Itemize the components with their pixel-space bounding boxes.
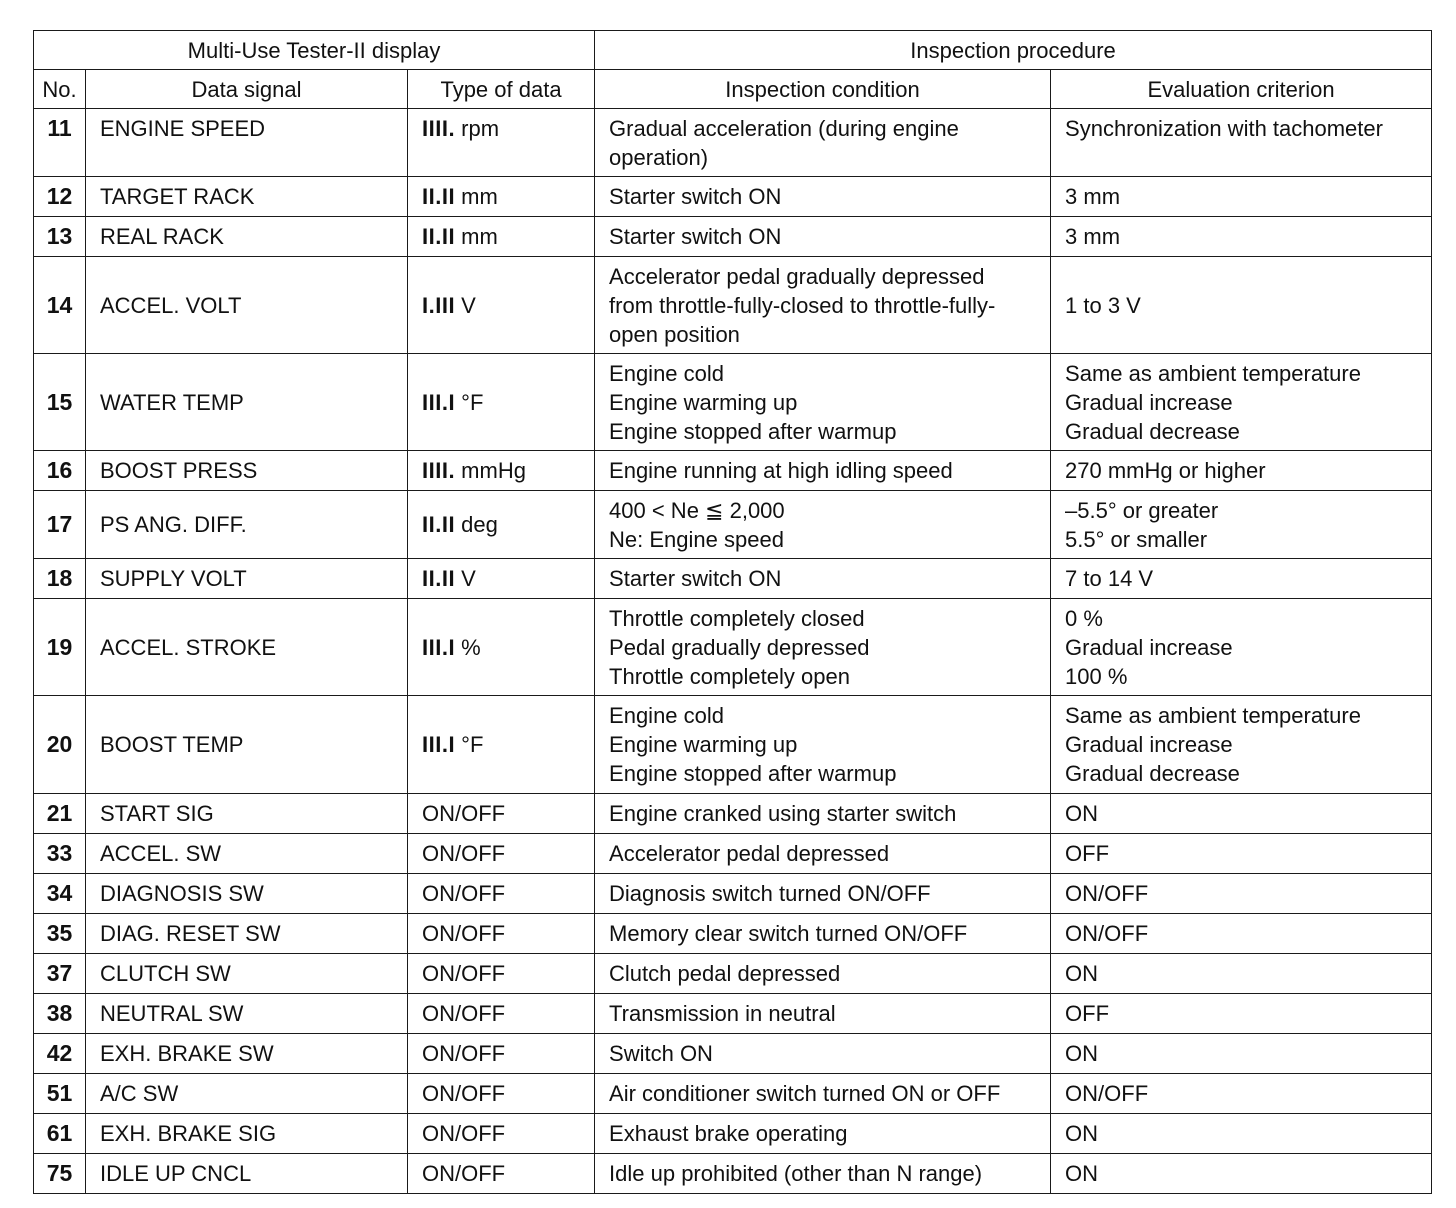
data-type-unit: ON/OFF [422,921,506,946]
group-header-inspection: Inspection procedure [595,31,1432,70]
inspection-condition-line: Engine cranked using starter switch [609,801,957,826]
inspection-condition-line: Idle up prohibited (other than N range) [609,1161,983,1186]
data-type-digit-mask: III.I [422,634,456,660]
evaluation-criterion [1051,109,1432,177]
data-type-unit: ON/OFF [422,1121,506,1146]
inspection-condition-line: Exhaust brake operating [609,1121,848,1146]
data-type [408,1114,595,1154]
data-type [408,217,595,257]
data-type [408,954,595,994]
inspection-condition-line: Gradual acceleration (during engine [609,116,959,141]
table-row [34,794,1432,834]
evaluation-criterion-line: 0 % [1065,605,1103,631]
data-type-unit: ON/OFF [422,961,506,986]
table-row [34,109,1432,177]
evaluation-criterion [1051,834,1432,874]
row-number: 61 [34,1114,86,1154]
data-signal-name: SUPPLY VOLT [86,559,408,599]
evaluation-criterion [1051,794,1432,834]
inspection-condition [595,1154,1051,1194]
table-row [34,217,1432,257]
column-header-inspection-condition: Inspection condition [595,70,1051,109]
data-type-digit-mask: II.II [422,224,456,249]
row-number: 12 [34,177,86,217]
data-type [408,451,595,491]
table-group-header-row [34,31,1432,70]
row-number: 17 [34,491,86,559]
evaluation-criterion [1051,491,1432,559]
data-type [408,1154,595,1194]
row-number: 42 [34,1034,86,1074]
evaluation-criterion [1051,1034,1432,1074]
data-type-unit: °F [455,389,484,415]
evaluation-criterion-line: –5.5° or greater [1065,497,1219,523]
inspection-condition-line: Engine cold [609,703,725,728]
data-type-unit: deg [455,512,498,537]
row-number: 19 [34,599,86,696]
evaluation-criterion-line: ON [1065,1041,1099,1066]
data-type [408,794,595,834]
column-header-data-signal: Data signal [86,70,408,109]
evaluation-criterion-line: ON [1065,1121,1099,1146]
inspection-condition [595,1074,1051,1114]
inspection-condition-line: Starter switch ON [609,566,782,591]
data-type [408,994,595,1034]
data-signal-name: IDLE UP CNCL [86,1154,408,1194]
row-number: 18 [34,559,86,599]
data-type-unit: ON/OFF [422,1161,506,1186]
data-signal-name: PS ANG. DIFF. [86,491,408,559]
evaluation-criterion-line: ON [1065,961,1099,986]
data-type [408,1074,595,1114]
row-number: 15 [34,354,86,451]
evaluation-criterion [1051,994,1432,1034]
inspection-condition [595,794,1051,834]
table-row [34,834,1432,874]
evaluation-criterion [1051,914,1432,954]
evaluation-criterion [1051,354,1432,451]
data-type [408,599,595,696]
data-signal-name: CLUTCH SW [86,954,408,994]
row-number: 11 [34,109,86,177]
evaluation-criterion [1051,954,1432,994]
column-header-evaluation-criterion: Evaluation criterion [1051,70,1432,109]
evaluation-criterion-line: ON/OFF [1065,881,1149,906]
data-signal-name: ACCEL. SW [86,834,408,874]
inspection-condition-line: Clutch pedal depressed [609,961,841,986]
evaluation-criterion-line: 3 mm [1065,184,1121,209]
evaluation-criterion-line: ON/OFF [1065,1081,1149,1106]
evaluation-criterion-line: Same as ambient temperature [1065,703,1361,728]
inspection-condition-line: Ne: Engine speed [609,526,784,552]
inspection-condition [595,696,1051,794]
table-row [34,696,1432,794]
data-type [408,696,595,794]
data-signal-name: BOOST TEMP [86,696,408,794]
data-type [408,109,595,177]
inspection-condition [595,109,1051,177]
table-row [34,1034,1432,1074]
data-signal-name: EXH. BRAKE SW [86,1034,408,1074]
data-type [408,1034,595,1074]
inspection-condition-line: Throttle completely open [609,663,850,689]
data-signal-name: ACCEL. VOLT [86,257,408,354]
inspection-condition [595,559,1051,599]
data-monitor-table [33,30,1432,1194]
data-signal-name: ENGINE SPEED [86,109,408,177]
row-number: 75 [34,1154,86,1194]
inspection-condition-line: Engine warming up [609,732,798,757]
table-column-header-row [34,70,1432,109]
inspection-condition [595,914,1051,954]
inspection-condition-line: Pedal gradually depressed [609,634,870,660]
inspection-condition [595,451,1051,491]
inspection-condition-line: from throttle-fully-closed to throttle-fully- [609,292,996,318]
inspection-condition-line: Starter switch ON [609,224,782,249]
inspection-condition-line: Engine cold [609,360,725,386]
evaluation-criterion-line: 270 mmHg or higher [1065,458,1266,483]
inspection-condition-line: 400 < Ne ≦ 2,000 [609,497,785,523]
column-header-type-of-data: Type of data [408,70,595,109]
table-row [34,1114,1432,1154]
inspection-condition [595,257,1051,354]
inspection-condition [595,954,1051,994]
evaluation-criterion-line: 3 mm [1065,224,1121,249]
evaluation-criterion [1051,696,1432,794]
evaluation-criterion-line: Gradual increase [1065,634,1233,660]
row-number: 34 [34,874,86,914]
evaluation-criterion [1051,451,1432,491]
data-type-unit: ON/OFF [422,1041,506,1066]
inspection-condition-line: Air conditioner switch turned ON or OFF [609,1081,1001,1106]
table-row [34,451,1432,491]
evaluation-criterion [1051,1114,1432,1154]
inspection-condition [595,994,1051,1034]
inspection-condition [595,491,1051,559]
data-type [408,834,595,874]
group-header-display: Multi-Use Tester-II display [34,31,595,70]
row-number: 14 [34,257,86,354]
data-signal-name: EXH. BRAKE SIG [86,1114,408,1154]
inspection-condition-line: Diagnosis switch turned ON/OFF [609,881,931,906]
data-type-unit: ON/OFF [422,801,506,826]
evaluation-criterion-line: 1 to 3 V [1065,292,1141,318]
row-number: 38 [34,994,86,1034]
data-type-unit: ON/OFF [422,1081,506,1106]
evaluation-criterion-line: Gradual increase [1065,389,1233,415]
data-type-unit: mm [455,224,498,249]
table-row [34,874,1432,914]
row-number: 21 [34,794,86,834]
inspection-condition-line: Starter switch ON [609,184,782,209]
inspection-condition [595,354,1051,451]
inspection-condition-line: Engine stopped after warmup [609,418,897,444]
evaluation-criterion-line: ON [1065,1161,1099,1186]
row-number: 16 [34,451,86,491]
data-type-digit-mask: II.II [422,184,456,209]
data-type [408,354,595,451]
data-signal-name: BOOST PRESS [86,451,408,491]
data-type-unit: rpm [455,116,500,141]
row-number: 13 [34,217,86,257]
evaluation-criterion [1051,217,1432,257]
data-type-digit-mask: II.II [422,566,456,591]
evaluation-criterion-line: ON [1065,801,1099,826]
evaluation-criterion-line: ON/OFF [1065,921,1149,946]
evaluation-criterion-line: OFF [1065,1001,1110,1026]
inspection-condition-line: Engine warming up [609,389,798,415]
inspection-condition [595,177,1051,217]
data-type-digit-mask: I.III [422,292,456,318]
data-type-digit-mask: IIII. [422,458,456,483]
data-type [408,559,595,599]
inspection-condition-line: Engine running at high idling speed [609,458,953,483]
evaluation-criterion-line: Gradual decrease [1065,761,1240,786]
evaluation-criterion [1051,257,1432,354]
data-signal-name: A/C SW [86,1074,408,1114]
table-row [34,257,1432,354]
inspection-condition-line: Engine stopped after warmup [609,761,897,786]
data-type [408,874,595,914]
inspection-condition-line: open position [609,321,740,347]
data-type-unit: ON/OFF [422,1001,506,1026]
table-row [34,177,1432,217]
data-type-unit: % [455,634,481,660]
inspection-condition-line: Memory clear switch turned ON/OFF [609,921,968,946]
evaluation-criterion [1051,177,1432,217]
evaluation-criterion-line: Same as ambient temperature [1065,360,1361,386]
data-type-unit: V [455,292,476,318]
table-row [34,599,1432,696]
data-type-unit: °F [455,732,484,757]
data-type [408,914,595,954]
evaluation-criterion [1051,1154,1432,1194]
evaluation-criterion [1051,559,1432,599]
data-signal-name: NEUTRAL SW [86,994,408,1034]
data-type-unit: ON/OFF [422,881,506,906]
evaluation-criterion-line: Synchronization with tachometer [1065,116,1383,141]
row-number: 51 [34,1074,86,1114]
table-row [34,1074,1432,1114]
inspection-condition-line: Accelerator pedal depressed [609,841,890,866]
data-signal-name: WATER TEMP [86,354,408,451]
data-type-unit: V [455,566,476,591]
data-type-unit: ON/OFF [422,841,506,866]
inspection-condition [595,1034,1051,1074]
data-signal-name: DIAG. RESET SW [86,914,408,954]
inspection-condition-line: Throttle completely closed [609,605,865,631]
data-type-digit-mask: III.I [422,389,456,415]
table-row [34,491,1432,559]
data-signal-name: ACCEL. STROKE [86,599,408,696]
table-row [34,994,1432,1034]
data-type-unit: mm [455,184,498,209]
evaluation-criterion-line: 100 % [1065,663,1128,689]
inspection-condition [595,874,1051,914]
inspection-condition-line: operation) [609,145,709,170]
column-header-no: No. [34,70,86,109]
data-type-digit-mask: III.I [422,732,456,757]
table-row [34,559,1432,599]
table-row [34,914,1432,954]
data-signal-name: REAL RACK [86,217,408,257]
evaluation-criterion-line: Gradual increase [1065,732,1233,757]
inspection-condition [595,834,1051,874]
evaluation-criterion-line: OFF [1065,841,1110,866]
data-type-digit-mask: IIII. [422,116,456,141]
evaluation-criterion [1051,1074,1432,1114]
evaluation-criterion-line: 5.5° or smaller [1065,526,1208,552]
evaluation-criterion [1051,874,1432,914]
row-number: 35 [34,914,86,954]
row-number: 33 [34,834,86,874]
data-signal-name: START SIG [86,794,408,834]
evaluation-criterion [1051,599,1432,696]
data-type-digit-mask: II.II [422,512,456,537]
inspection-condition [595,217,1051,257]
row-number: 20 [34,696,86,794]
inspection-condition-line: Accelerator pedal gradually depressed [609,263,985,289]
inspection-condition [595,1114,1051,1154]
inspection-condition [595,599,1051,696]
row-number: 37 [34,954,86,994]
data-type [408,257,595,354]
data-type [408,177,595,217]
evaluation-criterion-line: 7 to 14 V [1065,566,1154,591]
inspection-condition-line: Transmission in neutral [609,1001,836,1026]
table-row [34,954,1432,994]
table-row [34,354,1432,451]
table-row [34,1154,1432,1194]
data-type-unit: mmHg [455,458,526,483]
data-signal-name: DIAGNOSIS SW [86,874,408,914]
data-type [408,491,595,559]
data-signal-name: TARGET RACK [86,177,408,217]
inspection-condition-line: Switch ON [609,1041,713,1066]
evaluation-criterion-line: Gradual decrease [1065,418,1240,444]
